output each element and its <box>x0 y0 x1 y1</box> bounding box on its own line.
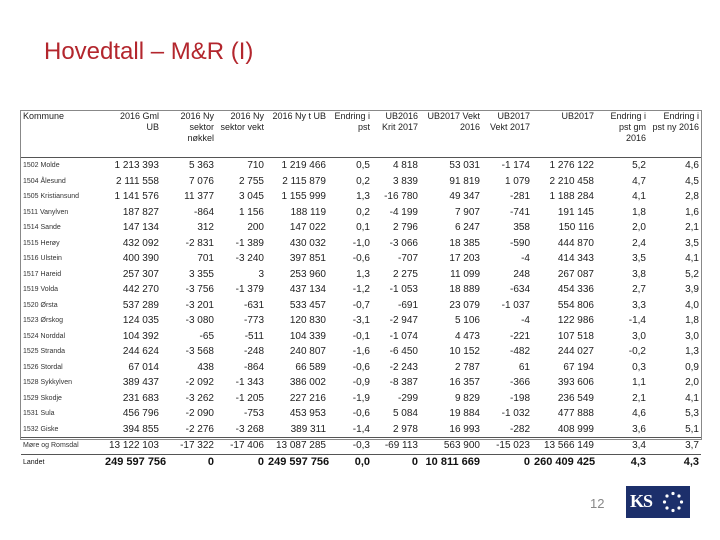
value-cell: 554 806 <box>557 299 594 311</box>
value-cell: -1,9 <box>352 392 370 404</box>
value-cell: 438 <box>197 361 214 373</box>
value-cell: 150 116 <box>558 222 594 233</box>
column-header: 2016 Ny sektor vekt <box>216 111 266 158</box>
value-cell: -221 <box>509 330 530 342</box>
value-cell: -65 <box>199 330 214 342</box>
value-cell: 0,2 <box>356 206 370 218</box>
municipality-cell: 1525 Stranda <box>23 348 66 355</box>
value-cell: 187 827 <box>122 206 159 218</box>
value-cell: 430 032 <box>289 237 326 249</box>
value-cell: -1 074 <box>389 330 418 342</box>
value-cell: -6 450 <box>389 346 418 357</box>
value-cell: 389 437 <box>122 377 159 388</box>
value-cell: 1 219 466 <box>281 160 326 171</box>
header-row <box>21 111 701 158</box>
table-row <box>21 251 701 267</box>
value-cell: -2 276 <box>185 423 214 435</box>
value-cell: 0 <box>216 454 266 470</box>
value-cell: 6 247 <box>454 222 480 233</box>
value-cell: 437 134 <box>289 284 326 295</box>
value-cell: 17 203 <box>449 253 480 264</box>
county-total-row <box>21 438 701 455</box>
table-row <box>21 360 701 376</box>
value-cell: -3 262 <box>185 392 214 404</box>
value-cell: -0,1 <box>352 330 370 342</box>
value-cell: -1,2 <box>352 284 370 295</box>
value-cell: 0 <box>161 454 216 470</box>
value-cell: 454 336 <box>557 284 594 295</box>
value-cell: -1 032 <box>501 408 530 419</box>
value-cell: 2,0 <box>632 222 646 233</box>
value-cell: 3,3 <box>632 299 646 311</box>
key-figures-table <box>21 111 701 470</box>
value-cell: 0,1 <box>356 222 370 233</box>
value-cell: 3,5 <box>685 237 699 249</box>
municipality-cell: 1514 Sande <box>23 224 61 231</box>
value-cell: 11 099 <box>450 268 480 280</box>
value-cell: -3 240 <box>235 253 264 264</box>
table-row <box>21 298 701 314</box>
value-cell: 66 589 <box>295 361 326 373</box>
value-cell: 393 606 <box>557 377 594 388</box>
column-header: UB2017 Vekt 2017 <box>482 111 532 158</box>
value-cell: -3 568 <box>185 346 214 357</box>
value-cell: 10 152 <box>449 346 480 357</box>
value-cell: -511 <box>244 330 264 342</box>
value-cell: 389 311 <box>290 423 326 435</box>
value-cell: 4,1 <box>685 392 699 404</box>
municipality-cell: 1531 Sula <box>23 410 55 417</box>
value-cell: -1 205 <box>235 392 264 404</box>
value-cell: -707 <box>397 253 418 264</box>
value-cell: -2 831 <box>185 237 214 249</box>
municipality-cell: 1511 Vanylven <box>23 208 69 216</box>
value-cell: 2 111 558 <box>115 175 159 187</box>
municipality-cell: Møre og Romsdal <box>21 438 103 455</box>
value-cell: -3 268 <box>235 423 264 435</box>
value-cell: 200 <box>247 222 264 233</box>
slide-title: Hovedtall – M&R (I) <box>44 38 254 65</box>
column-header: Kommune <box>21 111 103 158</box>
municipality-cell: 1519 Volda <box>23 286 59 293</box>
value-cell: -281 <box>509 191 530 202</box>
value-cell: 1,8 <box>632 206 646 218</box>
value-cell: 147 134 <box>122 222 159 233</box>
value-cell: 249 597 756 <box>103 454 161 470</box>
value-cell: 124 035 <box>122 315 159 326</box>
value-cell: -3 080 <box>185 315 214 326</box>
value-cell: 240 807 <box>289 346 326 357</box>
value-cell: 5,2 <box>632 160 646 171</box>
value-cell: 1,3 <box>685 346 699 357</box>
value-cell: 400 390 <box>122 253 159 264</box>
value-cell: 432 092 <box>122 237 159 249</box>
value-cell: 9 829 <box>454 392 480 404</box>
value-cell: 227 216 <box>289 392 326 404</box>
value-cell: -0,3 <box>328 438 372 455</box>
value-cell: -2 092 <box>185 377 214 388</box>
value-cell: 49 347 <box>449 191 480 202</box>
value-cell: 2 210 458 <box>549 175 594 187</box>
value-cell: -741 <box>509 206 530 218</box>
value-cell: -8 387 <box>389 377 418 388</box>
value-cell: 3,5 <box>632 253 646 264</box>
value-cell: -3 201 <box>185 299 214 311</box>
value-cell: -15 023 <box>482 438 532 455</box>
value-cell: -1,4 <box>628 315 646 326</box>
municipality-cell: 1524 Norddal <box>23 332 66 340</box>
ks-logo <box>626 486 690 518</box>
value-cell: 5 363 <box>188 160 214 171</box>
value-cell: 1 213 393 <box>114 160 159 171</box>
value-cell: 2,8 <box>685 191 699 202</box>
value-cell: 2 115 879 <box>282 175 326 187</box>
value-cell: -366 <box>509 377 530 388</box>
municipality-cell: Landet <box>21 454 103 470</box>
value-cell: -3,1 <box>352 315 370 326</box>
value-cell: 260 409 425 <box>532 454 596 470</box>
value-cell: -691 <box>397 299 418 311</box>
value-cell: 563 900 <box>420 438 482 455</box>
value-cell: -0,9 <box>352 377 370 388</box>
value-cell: 710 <box>247 160 264 171</box>
municipality-cell: 1523 Ørskog <box>23 317 64 324</box>
value-cell: 10 811 669 <box>420 454 482 470</box>
value-cell: 2,4 <box>632 237 646 249</box>
value-cell: -1 053 <box>389 284 418 295</box>
value-cell: -0,2 <box>628 346 646 357</box>
value-cell: 3 045 <box>238 191 264 202</box>
table-body <box>21 158 701 471</box>
value-cell: 358 <box>513 222 530 233</box>
value-cell: 231 683 <box>122 392 159 404</box>
value-cell: 2,1 <box>632 392 646 404</box>
value-cell: 5 084 <box>392 408 418 419</box>
column-header: 2016 Gml UB <box>103 111 161 158</box>
value-cell: 537 289 <box>122 299 159 311</box>
value-cell: 4,5 <box>685 175 699 187</box>
value-cell: 1 156 <box>238 206 264 218</box>
value-cell: -16 780 <box>384 191 418 202</box>
value-cell: -299 <box>397 392 418 404</box>
value-cell: -1 174 <box>501 160 530 171</box>
value-cell: 533 457 <box>289 299 326 311</box>
value-cell: 2 275 <box>392 268 418 280</box>
value-cell: -2 947 <box>389 315 418 326</box>
column-header: UB2016 Krit 2017 <box>372 111 420 158</box>
value-cell: -1 343 <box>235 377 264 388</box>
value-cell: 61 <box>518 361 530 373</box>
value-cell: 1 079 <box>504 175 530 187</box>
ks-emblem-icon <box>662 491 684 513</box>
value-cell: 3,7 <box>648 438 701 455</box>
value-cell: -4 199 <box>389 206 418 218</box>
municipality-cell: 1532 Giske <box>23 425 59 433</box>
value-cell: -1 037 <box>501 299 530 311</box>
table-row <box>21 344 701 360</box>
value-cell: 3,0 <box>632 330 646 342</box>
value-cell: 267 087 <box>557 268 594 280</box>
column-header: Endring i pst <box>328 111 372 158</box>
value-cell: 5,1 <box>685 423 699 435</box>
table-row <box>21 189 701 205</box>
value-cell: 257 307 <box>122 268 159 280</box>
value-cell: 1 276 122 <box>549 160 594 171</box>
value-cell: 2 755 <box>238 175 264 187</box>
value-cell: 122 986 <box>557 315 594 326</box>
value-cell: -2 090 <box>185 408 214 419</box>
column-header: 2016 Ny t UB <box>266 111 328 158</box>
value-cell: 7 076 <box>188 175 214 187</box>
value-cell: 104 339 <box>289 330 326 342</box>
column-header: 2016 Ny sektor nøkkel <box>161 111 216 158</box>
value-cell: 107 518 <box>557 330 594 342</box>
value-cell: -248 <box>243 346 264 357</box>
value-cell: 253 960 <box>289 268 326 280</box>
value-cell: 3 355 <box>188 268 214 280</box>
value-cell: 191 145 <box>557 206 594 218</box>
value-cell: 23 079 <box>449 299 480 311</box>
logo-text: KS <box>630 491 653 511</box>
municipality-cell: 1526 Stordal <box>23 363 63 371</box>
table-row <box>21 205 701 221</box>
value-cell: -0,7 <box>352 299 370 311</box>
value-cell: -3 756 <box>185 284 214 295</box>
value-cell: 3,8 <box>632 268 646 280</box>
value-cell: 19 884 <box>449 408 480 419</box>
municipality-cell: 1504 Ålesund <box>23 177 66 185</box>
value-cell: -3 066 <box>389 237 418 249</box>
table-row <box>21 422 701 438</box>
value-cell: -4 <box>521 315 530 326</box>
value-cell: 188 119 <box>290 206 326 218</box>
value-cell: 1,1 <box>632 377 646 388</box>
value-cell: 3,6 <box>632 423 646 435</box>
value-cell: 394 855 <box>122 423 159 435</box>
value-cell: 477 888 <box>557 408 594 419</box>
value-cell: 0,9 <box>685 361 699 373</box>
value-cell: 2,1 <box>685 222 699 233</box>
table-row <box>21 391 701 407</box>
municipality-cell: 1517 Hareid <box>23 270 62 278</box>
value-cell: 236 549 <box>557 392 594 404</box>
value-cell: -482 <box>509 346 530 357</box>
column-header: Endring i pst ny 2016 <box>648 111 701 158</box>
value-cell: 0,3 <box>632 361 646 373</box>
value-cell: 397 851 <box>289 253 326 264</box>
table-row <box>21 406 701 422</box>
value-cell: 1,8 <box>685 315 699 326</box>
value-cell: -17 406 <box>216 438 266 455</box>
value-cell: 1,3 <box>356 191 370 202</box>
table-row <box>21 220 701 236</box>
national-total-row <box>21 454 701 470</box>
value-cell: -0,6 <box>352 408 370 419</box>
value-cell: -753 <box>243 408 264 419</box>
value-cell: 5,2 <box>685 268 699 280</box>
value-cell: 0,0 <box>328 454 372 470</box>
value-cell: -69 113 <box>372 438 420 455</box>
value-cell: 1 155 999 <box>281 191 326 202</box>
municipality-cell: 1520 Ørsta <box>23 301 58 309</box>
table-header <box>21 111 701 158</box>
table-row <box>21 158 701 174</box>
value-cell: 120 830 <box>289 315 326 326</box>
value-cell: 3,0 <box>685 330 699 342</box>
value-cell: 4 818 <box>392 160 418 171</box>
value-cell: 0,2 <box>356 175 370 187</box>
value-cell: 5 106 <box>454 315 480 326</box>
value-cell: 67 194 <box>563 361 594 373</box>
value-cell: 2 787 <box>454 361 480 373</box>
value-cell: 3,4 <box>596 438 648 455</box>
value-cell: -631 <box>243 299 264 311</box>
value-cell: -773 <box>243 315 264 326</box>
column-header: UB2017 Vekt 2016 <box>420 111 482 158</box>
municipality-cell: 1516 Ulstein <box>23 255 62 262</box>
value-cell: 67 014 <box>128 361 159 373</box>
value-cell: 0,5 <box>356 160 370 171</box>
value-cell: -1 389 <box>235 237 264 249</box>
value-cell: 4,3 <box>596 454 648 470</box>
municipality-cell: 1529 Skodje <box>23 394 62 402</box>
value-cell: 1 141 576 <box>114 191 159 202</box>
value-cell: 18 385 <box>449 237 480 249</box>
column-header: Endring i pst gm 2016 <box>596 111 648 158</box>
value-cell: 4,6 <box>685 160 699 171</box>
value-cell: 701 <box>197 253 214 264</box>
value-cell: 5,3 <box>685 408 699 419</box>
value-cell: 3,9 <box>685 284 699 295</box>
value-cell: 18 889 <box>449 284 480 295</box>
value-cell: 4 473 <box>454 330 480 342</box>
page-number: 12 <box>590 496 605 511</box>
value-cell: 13 122 103 <box>103 438 161 455</box>
value-cell: 244 624 <box>122 346 159 357</box>
municipality-cell: 1515 Herøy <box>23 239 60 247</box>
value-cell: 1,6 <box>685 206 699 218</box>
value-cell: 91 819 <box>449 175 480 187</box>
value-cell: -0,6 <box>352 253 370 264</box>
value-cell: -1 379 <box>235 284 264 295</box>
value-cell: 3 <box>258 268 264 280</box>
table-row <box>21 375 701 391</box>
table-row <box>21 267 701 283</box>
value-cell: -1,4 <box>352 423 370 435</box>
value-cell: 248 <box>513 268 530 280</box>
value-cell: 0 <box>372 454 420 470</box>
value-cell: 2,0 <box>685 377 699 388</box>
value-cell: -634 <box>509 284 530 295</box>
value-cell: 249 597 756 <box>266 454 328 470</box>
value-cell: 53 031 <box>449 160 480 171</box>
value-cell: 444 870 <box>557 237 594 249</box>
value-cell: 1 188 284 <box>549 191 594 202</box>
value-cell: -0,6 <box>352 361 370 373</box>
value-cell: -1,6 <box>352 346 370 357</box>
value-cell: 386 002 <box>289 377 326 388</box>
table-row <box>21 174 701 190</box>
value-cell: -590 <box>509 237 530 249</box>
value-cell: -282 <box>509 423 530 435</box>
municipality-cell: 1528 Sykkylven <box>23 379 73 386</box>
value-cell: 453 953 <box>289 408 326 419</box>
value-cell: 4,7 <box>632 175 646 187</box>
value-cell: -4 <box>521 253 530 264</box>
table-row <box>21 329 701 345</box>
value-cell: 1,3 <box>356 268 370 280</box>
value-cell: -1,0 <box>352 237 370 249</box>
table-row <box>21 236 701 252</box>
value-cell: 13 087 285 <box>266 438 328 455</box>
value-cell: 7 907 <box>454 206 480 218</box>
value-cell: 4,6 <box>632 408 646 419</box>
value-cell: 244 027 <box>557 346 594 357</box>
value-cell: -198 <box>509 392 530 404</box>
value-cell: 4,1 <box>685 253 699 264</box>
value-cell: 414 343 <box>557 253 594 264</box>
table-row <box>21 313 701 329</box>
value-cell: 408 999 <box>557 423 594 435</box>
value-cell: 2,7 <box>632 284 646 295</box>
value-cell: 16 993 <box>449 423 480 435</box>
value-cell: 442 270 <box>122 284 159 295</box>
value-cell: 11 377 <box>184 191 214 202</box>
value-cell: 3 839 <box>392 175 418 187</box>
value-cell: 312 <box>197 222 214 233</box>
value-cell: 4,0 <box>685 299 699 311</box>
value-cell: 13 566 149 <box>532 438 596 455</box>
value-cell: 16 357 <box>449 377 480 388</box>
municipality-cell: 1505 Kristiansund <box>23 193 80 200</box>
value-cell: -864 <box>193 206 214 218</box>
municipality-cell: 1502 Molde <box>23 162 60 169</box>
value-cell: 2 978 <box>392 423 418 435</box>
table-row <box>21 282 701 298</box>
value-cell: -864 <box>243 361 264 373</box>
value-cell: 4,3 <box>648 454 701 470</box>
value-cell: 2 796 <box>392 222 418 233</box>
value-cell: 4,1 <box>632 191 646 202</box>
value-cell: 0 <box>482 454 532 470</box>
value-cell: -2 243 <box>389 361 418 373</box>
value-cell: 104 392 <box>122 330 159 342</box>
value-cell: 456 796 <box>122 408 159 419</box>
value-cell: 147 022 <box>289 222 326 233</box>
column-header: UB2017 <box>532 111 596 158</box>
data-table-container <box>20 110 702 468</box>
value-cell: -17 322 <box>161 438 216 455</box>
